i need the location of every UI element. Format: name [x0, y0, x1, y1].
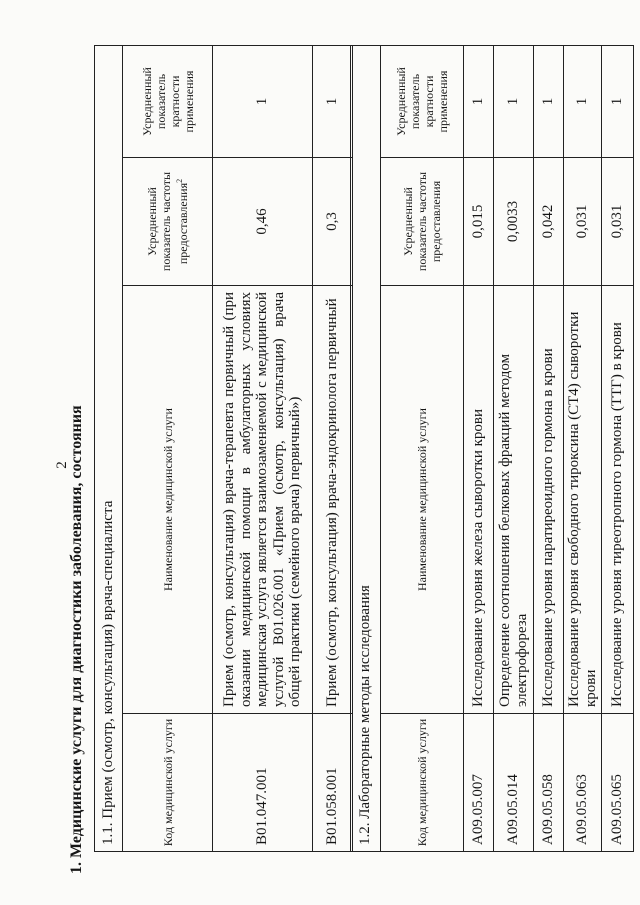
laboratory-table	[350, 45, 634, 852]
table-caption: 1.2. Лабораторные методы исследования	[351, 46, 381, 852]
service-name: Определение соотношения белковых фракций методом электрофореза	[494, 286, 534, 714]
table-row	[213, 46, 313, 852]
document-page	[54, 50, 633, 880]
page-number: 2	[54, 461, 70, 469]
multiplicity-value: 1	[564, 46, 602, 158]
header-multiplicity: Усредненный показатель кратности применения	[381, 46, 464, 158]
multiplicity-value: 1	[313, 46, 353, 158]
table-row	[602, 46, 634, 852]
frequency-value: 0,3	[313, 158, 353, 286]
service-name: Исследование уровня тиреотропного гормона (ТТГ) в крови	[602, 286, 634, 714]
service-name: Исследование уровня железа сыворотки крови	[464, 286, 494, 714]
frequency-value: 0,46	[213, 158, 313, 286]
service-name: Прием (осмотр, консультация) врача-эндокринолога первичный	[313, 286, 353, 714]
header-frequency: Усредненный показатель частоты предоставления	[381, 158, 464, 286]
header-name: Наименование медицинской услуги	[123, 286, 213, 714]
table-row	[534, 46, 564, 852]
service-code: A09.05.063	[564, 714, 602, 852]
service-name: Исследование уровня паратиреоидного гормона в крови	[534, 286, 564, 714]
consultation-table	[94, 45, 353, 852]
header-code: Код медицинской услуги	[123, 714, 213, 852]
service-code: B01.047.001	[213, 714, 313, 852]
service-code: B01.058.001	[313, 714, 353, 852]
table-row	[564, 46, 602, 852]
table-row	[494, 46, 534, 852]
table-row	[464, 46, 494, 852]
multiplicity-value: 1	[213, 46, 313, 158]
service-code: A09.05.058	[534, 714, 564, 852]
header-code: Код медицинской услуги	[381, 714, 464, 852]
service-code: A09.05.014	[494, 714, 534, 852]
frequency-value: 0,031	[602, 158, 634, 286]
table-caption: 1.1. Прием (осмотр, консультация) врача-специалиста	[95, 46, 123, 852]
section-title: 1. Медицинские услуги для диагностики заболевания, состояния	[68, 405, 85, 874]
frequency-value: 0,015	[464, 158, 494, 286]
header-multiplicity: Усредненный показатель кратности применения	[123, 46, 213, 158]
service-code: A09.05.065	[602, 714, 634, 852]
frequency-value: 0,042	[534, 158, 564, 286]
multiplicity-value: 1	[534, 46, 564, 158]
header-name: Наименование медицинской услуги	[381, 286, 464, 714]
service-name: Прием (осмотр, консультация) врача-терапевта первичный (при оказании медицинской помощи в амбулаторных условиях медицинская услуга является взаимозаменяемой с медицинской услугой B01.026.001 «Прием (осмотр, консультация) врача общей практики (семейного врача) первичный»)	[213, 286, 313, 714]
header-frequency: Усредненный показатель частоты предоставления$^2$	[123, 158, 213, 286]
table-row	[313, 46, 353, 852]
frequency-value: 0,031	[564, 158, 602, 286]
multiplicity-value: 1	[464, 46, 494, 158]
service-code: A09.05.007	[464, 714, 494, 852]
frequency-value: 0,0033	[494, 158, 534, 286]
multiplicity-value: 1	[602, 46, 634, 158]
service-name: Исследование уровня свободного тироксина (СТ4) сыворотки крови	[564, 286, 602, 714]
multiplicity-value: 1	[494, 46, 534, 158]
